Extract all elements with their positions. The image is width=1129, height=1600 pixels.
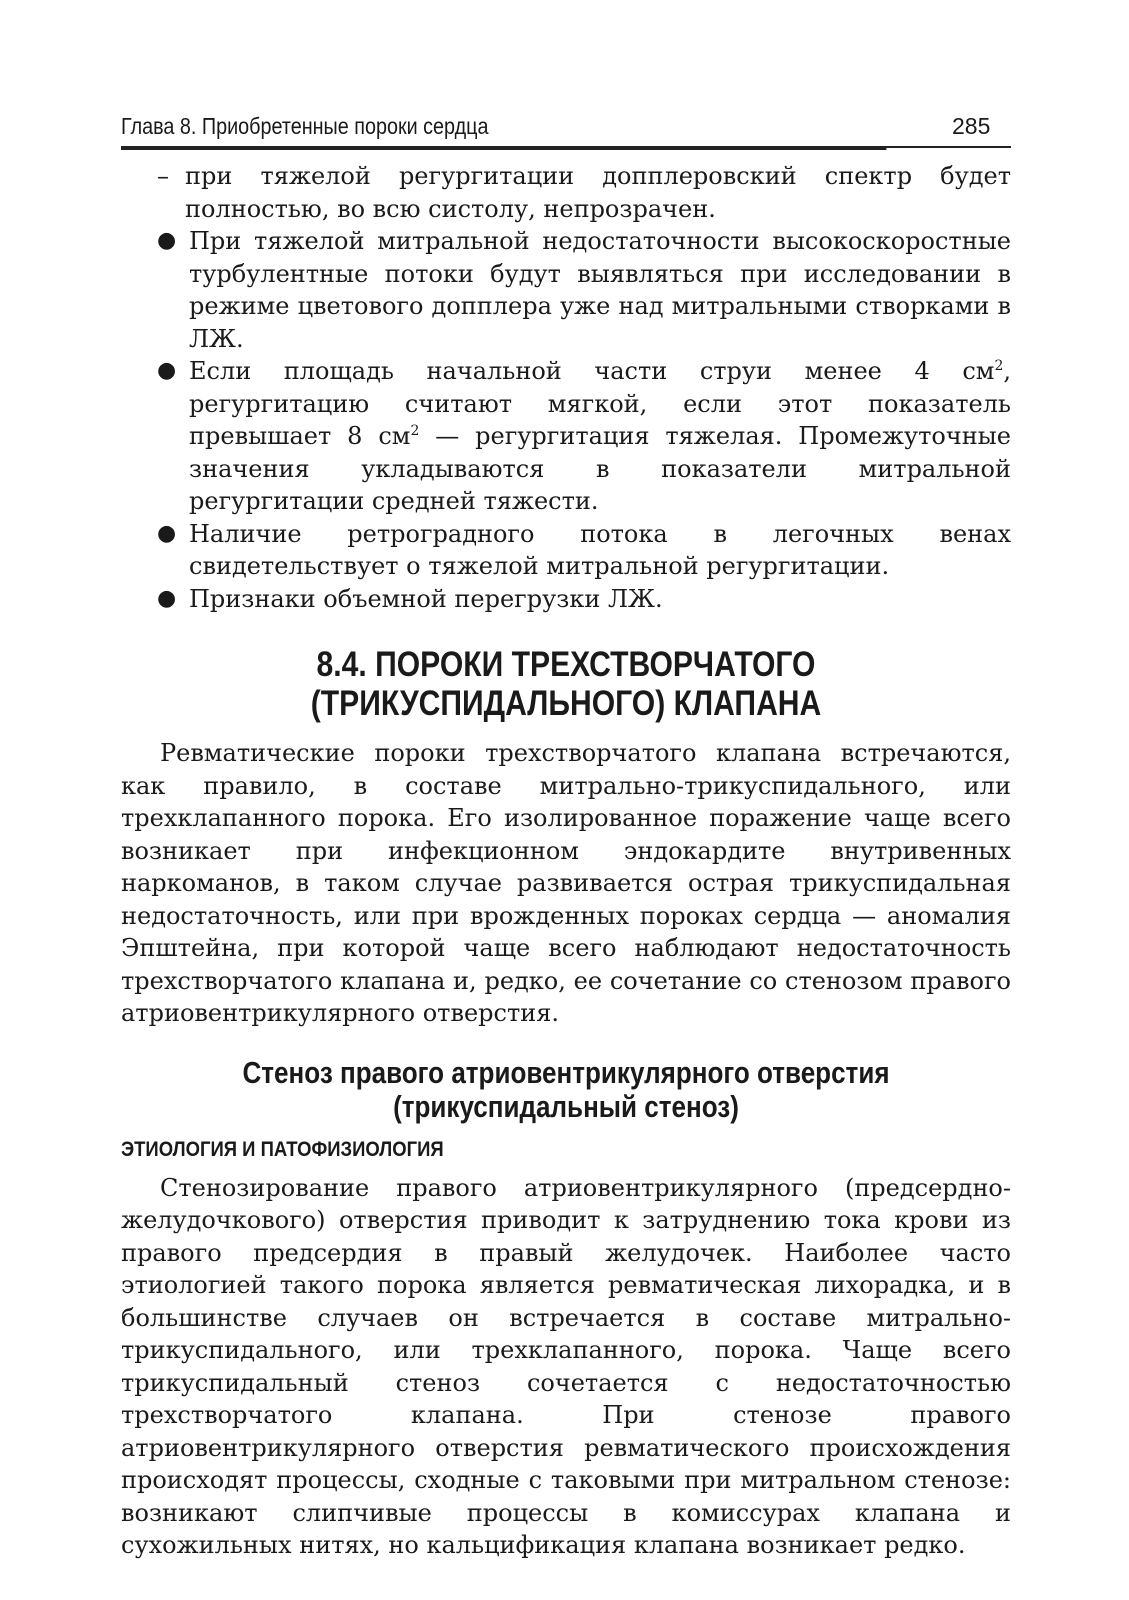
section-heading-line: 8.4. ПОРОКИ ТРЕХСТВОРЧАТОГО: [316, 645, 816, 684]
section-paragraph: Ревматические пороки трехстворчатого клапана встречаются, как правило, в составе митрально-трикуспидального, или трехклапанного порока. Его изолированное поражение чаще всего возникает при инфекционном эндокардите внутривенных наркоманов, в таком случае развивается острая трикуспидальная недостаточность, или при врожденных пороках сердца — аномалия Эпштейна, при которой чаще всего наблюдают недостаточность трехстворчатого клапана и, редко, ее сочетание со стенозом правого атриовентрикулярного отверстия.: [121, 739, 1011, 1027]
bullet-icon: ●: [157, 585, 177, 611]
page-number: 285: [952, 113, 991, 139]
list-item-text: Наличие ретроградного потока в легочных венах свидетельствует о тяжелой митральной регургитации.: [189, 519, 1011, 580]
dash-marker: –: [157, 162, 169, 190]
subsection-heading-line: Стеноз правого атриовентрикулярного отверстия: [242, 1054, 890, 1090]
running-head: [121, 110, 886, 150]
subsection-heading: [192, 1056, 940, 1124]
subsection-heading-line: (трикуспидальный стеноз): [393, 1088, 739, 1124]
bullet-icon: ●: [157, 520, 177, 546]
list-item-text: при тяжелой регургитации допплеровский спектр будет полностью, во всю систолу, непрозрачен.: [185, 162, 1011, 223]
list-item-text: При тяжелой митральной недостаточности высокоскоростные турбулентные потоки будут выявляться при исследовании в режиме цветового допплера уже над митральными створками в ЛЖ.: [189, 227, 1011, 353]
list-item: [121, 225, 1011, 355]
rubric-heading: ЭТИОЛОГИЯ И ПАТОФИЗИОЛОГИЯ: [121, 1137, 444, 1161]
bullet-icon: ●: [157, 228, 177, 253]
subsection-paragraph: Стенозирование правого атриовентрикулярного (предсердно-желудочкового) отверстия приводит к затруднению тока крови из правого предсердия в правый желудочек. Наиболее часто этиологией такого порока является ревматическая лихорадка, и в большинстве случаев он встречается в составе митрально-трикуспидального, или трехклапанного, порока. Чаще всего трикуспидальный стеноз сочетается с недостаточностью трехстворчатого клапана. При стенозе правого атриовентрикулярного отверстия ревматического происхождения происходят процессы, сходные с таковыми при митральном стенозе: возникают слипчивые процессы в комиссурах клапана и сухожильных нитях, но кальцификация клапана возникает редко.: [121, 1173, 1011, 1559]
header-rule: [121, 146, 1011, 148]
list-item-text-part: Если площадь начальной части струи менее 4 см: [189, 357, 995, 385]
bullet-icon: ●: [157, 358, 177, 383]
section-heading: [183, 645, 948, 723]
superscript: 2: [410, 423, 420, 439]
list-item: [121, 518, 1011, 583]
section-heading-line: (ТРИКУСПИДАЛЬНОГО) КЛАПАНА: [310, 684, 822, 723]
page-content: [121, 160, 1011, 1562]
list-item: [121, 583, 1011, 616]
list-item-text-part: , регургитацию считают мягкой, если этот показатель превышает 8 см: [189, 357, 1011, 450]
superscript: 2: [994, 358, 1004, 374]
list-item-dash: [121, 160, 1011, 225]
list-item: [121, 355, 1011, 518]
chapter-title: Глава 8. Приобретенные пороки сердца: [121, 113, 489, 139]
list-item-text-part: — регургитация тяжелая. Промежуточные значения укладываются в показатели митральной регургитации средней тяжести.: [189, 422, 1011, 515]
list-item-text: Признаки объемной перегрузки ЛЖ.: [189, 584, 663, 613]
